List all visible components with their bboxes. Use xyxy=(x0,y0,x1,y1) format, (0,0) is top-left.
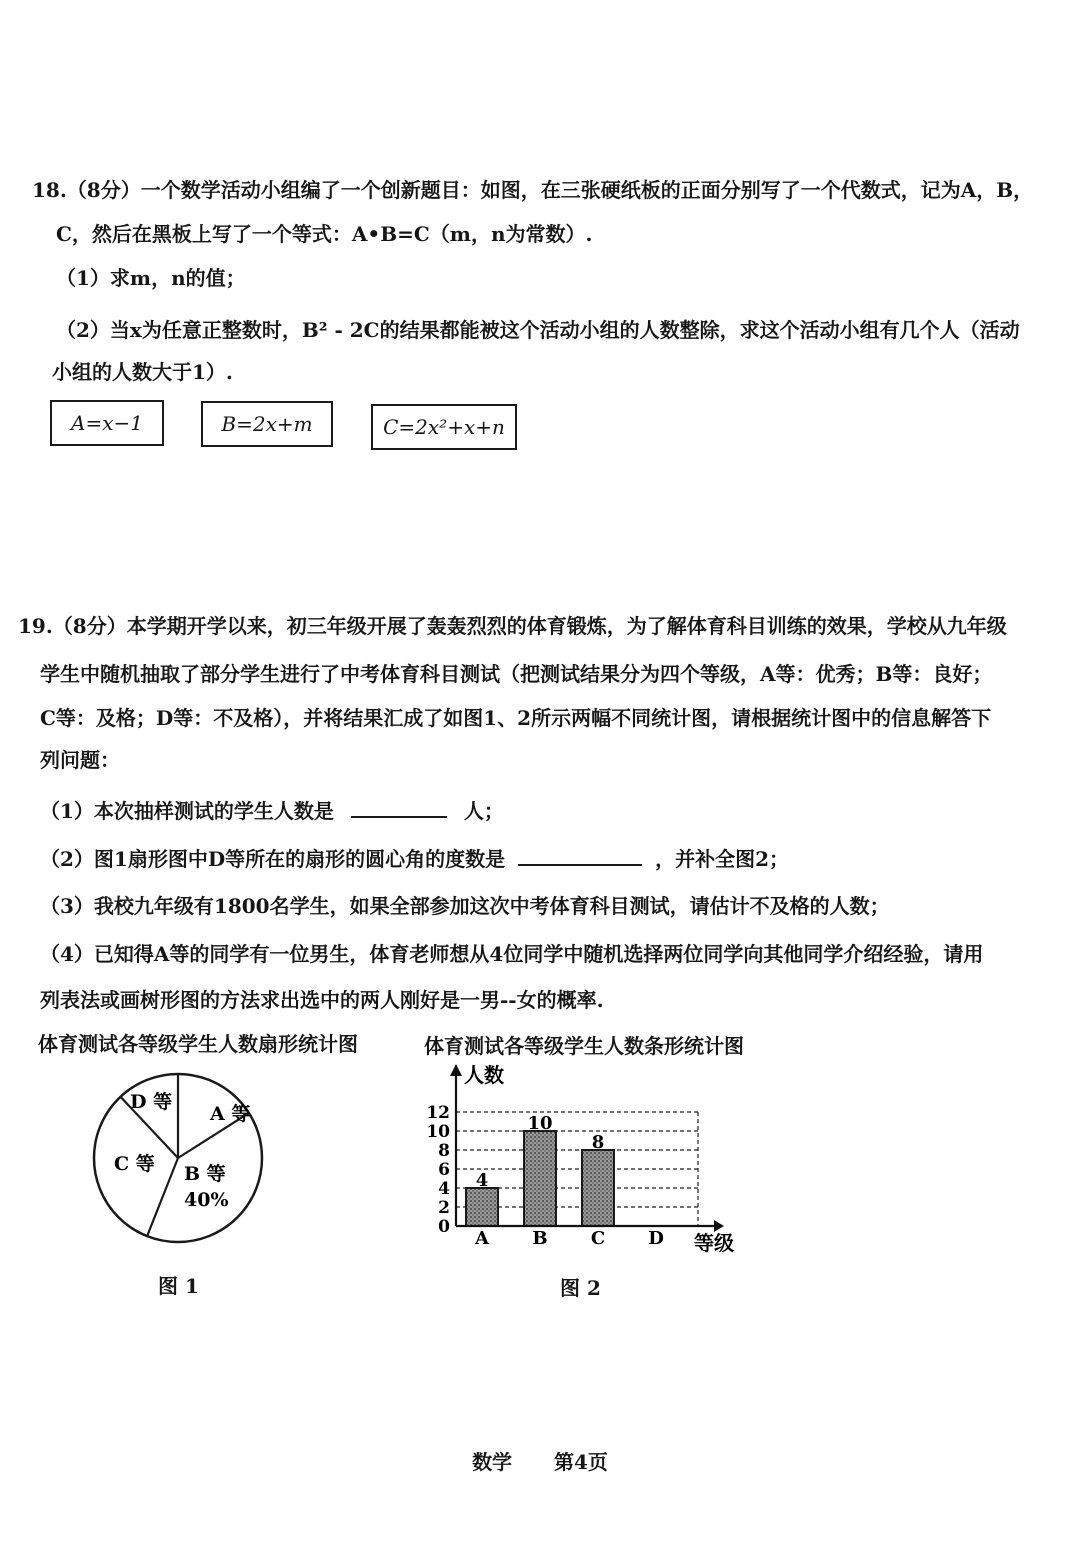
q19-part1-unit: 人； xyxy=(463,799,504,823)
bar-A xyxy=(466,1188,498,1226)
q19-part4b: 列表法或画树形图的方法求出选中的两人刚好是一男--女的概率. xyxy=(40,988,604,1012)
bar-B xyxy=(524,1131,556,1226)
slice-label-b: B 等 xyxy=(184,1163,226,1185)
q19-part2-tail: ，并补全图2； xyxy=(655,847,790,871)
bar-chart xyxy=(410,1060,750,1256)
y-tick-2: 2 xyxy=(438,1198,450,1218)
y-tick-8: 8 xyxy=(438,1141,450,1161)
y-axis-label: 人数 xyxy=(464,1063,504,1087)
y-tick-10: 10 xyxy=(426,1122,450,1142)
figure2-title: 体育测试各等级学生人数条形统计图 xyxy=(424,1034,744,1058)
x-tick-D: D xyxy=(648,1228,664,1249)
slice-label-b-percent: 40% xyxy=(184,1189,229,1211)
bar-value-B: 10 xyxy=(527,1113,553,1134)
q19-line2: 学生中随机抽取了部分学生进行了中考体育科目测试（把测试结果分为四个等级，A等：优秀；B等：良好； xyxy=(40,662,993,686)
y-tick-4: 4 xyxy=(438,1179,450,1199)
answer-blank-2[interactable] xyxy=(518,844,642,866)
q18-line2: C，然后在黑板上写了一个等式：A•B=C（m，n为常数）. xyxy=(56,222,593,246)
x-tick-B: B xyxy=(532,1228,548,1249)
q19-part2-text: （2）图1扇形图中D等所在的扇形的圆心角的度数是 xyxy=(40,847,506,871)
card-b: B=2x+m xyxy=(201,401,333,447)
card-c: C=2x²+x+n xyxy=(371,404,517,450)
y-tick-6: 6 xyxy=(438,1160,450,1180)
bar-value-A: 4 xyxy=(475,1170,489,1191)
figure1-caption: 图 1 xyxy=(158,1274,199,1298)
card-a: A=x−1 xyxy=(50,400,164,446)
slice-label-a: A 等 xyxy=(210,1103,251,1125)
q18-part2b: 小组的人数大于1）. xyxy=(52,360,233,384)
page-footer xyxy=(0,1446,1080,1475)
slice-label-d: D 等 xyxy=(130,1091,173,1113)
slice-label-c: C 等 xyxy=(114,1153,155,1175)
q19-part4a: （4）已知得A等的同学有一位男生，体育老师想从4位同学中随机选择两位同学向其他同学介绍经验，请用 xyxy=(40,942,984,966)
q18-head: 18.（8分）一个数学活动小组编了一个创新题目：如图，在三张硬纸板的正面分别写了一个代数式，记为A，B， xyxy=(32,178,1034,202)
x-axis-label: 等级 xyxy=(694,1231,734,1255)
x-tick-A: A xyxy=(475,1228,489,1249)
figure2-caption: 图 2 xyxy=(560,1276,601,1300)
footer-subject: 数学 xyxy=(472,1450,513,1474)
y-axis-arrow xyxy=(450,1064,462,1076)
q19-part1-text: （1）本次抽样测试的学生人数是 xyxy=(40,799,334,823)
figure1-title: 体育测试各等级学生人数扇形统计图 xyxy=(38,1032,358,1056)
bar-value-C: 8 xyxy=(591,1132,605,1153)
x-tick-C: C xyxy=(590,1228,606,1249)
q19-part1 xyxy=(40,796,504,825)
footer-page: 第4页 xyxy=(554,1450,608,1474)
q19-part2 xyxy=(40,844,789,873)
y-tick-0: 0 xyxy=(438,1217,450,1237)
bar-C xyxy=(582,1150,614,1226)
q19-head: 19.（8分）本学期开学以来，初三年级开展了轰轰烈烈的体育锻炼，为了解体育科目训练的效果，学校从九年级 xyxy=(18,614,1007,638)
answer-blank-1[interactable] xyxy=(351,796,447,818)
q18-part1: （1）求m，n的值； xyxy=(56,266,246,290)
q19-line4: 列问题： xyxy=(40,748,120,772)
q19-line3: C等：及格；D等：不及格），并将结果汇成了如图1、2所示两幅不同统计图，请根据统计图中的信息解答下 xyxy=(40,706,992,730)
q18-part2a: （2）当x为任意正整数时，B² - 2C的结果都能被这个活动小组的人数整除，求这个活动小组有几个人（活动 xyxy=(56,318,1020,342)
pie-chart xyxy=(84,1068,274,1250)
q19-part3: （3）我校九年级有1800名学生，如果全部参加这次中考体育科目测试，请估计不及格的人数； xyxy=(40,894,890,918)
y-tick-12: 12 xyxy=(426,1103,450,1123)
